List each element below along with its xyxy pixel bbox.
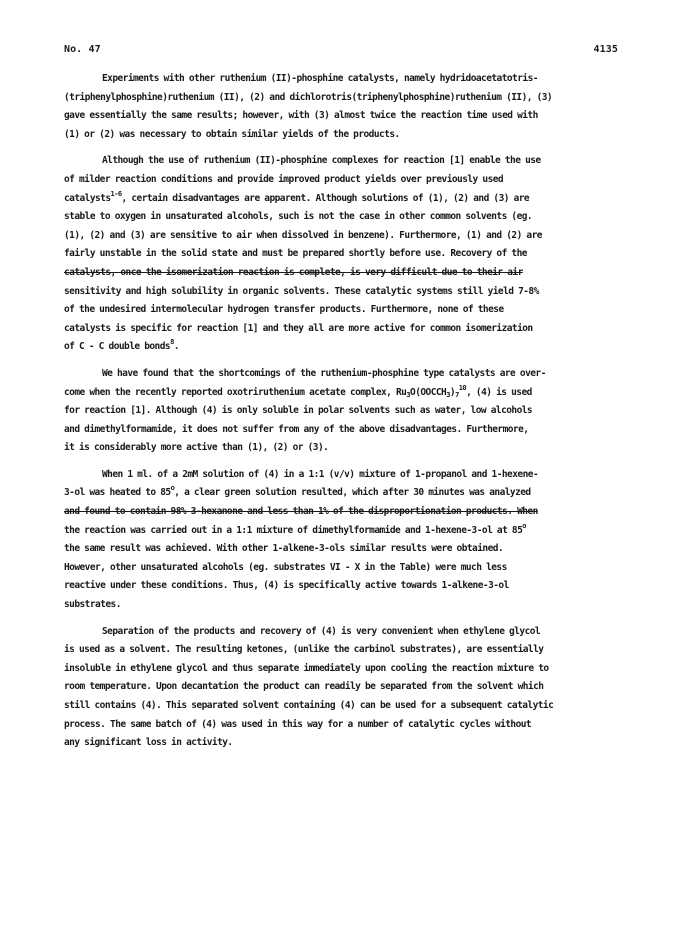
text-line: is used as a solvent. The resulting ketones, (unlike the carbinol substrates), are essentially xyxy=(64,644,544,656)
text-line: Although the use of ruthenium (II)-phosphine complexes for reaction [1] enable the use xyxy=(102,155,541,167)
text-line: fairly unstable in the solid state and must be prepared shortly before use. Recovery of the xyxy=(64,248,527,260)
paragraph-4 xyxy=(64,466,620,615)
text-line: (triphenylphosphine)ruthenium (II), (2) and dichlorotris(triphenylphosphine)ruthenium (II), (3) xyxy=(64,91,553,103)
text-line: of C - C double bonds$^8$. xyxy=(64,338,179,353)
text-line: We have found that the shortcomings of the ruthenium-phosphine type catalysts are over- xyxy=(102,367,546,379)
text-line: Separation of the products and recovery of (4) is very convenient when ethylene glycol xyxy=(102,625,541,637)
text-line: catalysts$^{1-6}$, certain disadvantages are apparent. Although solutions of (1), (2) and (3) are xyxy=(64,189,530,204)
page-header xyxy=(64,44,618,55)
journal-number: No. 47 xyxy=(64,44,101,55)
body-text xyxy=(64,70,620,761)
text-line: (1) or (2) was necessary to obtain similar yields of the products. xyxy=(64,128,400,140)
paragraph-5 xyxy=(64,623,620,753)
text-line: gave essentially the same results; however, with (3) almost twice the reaction time used with xyxy=(64,110,538,122)
text-line: catalysts is specific for reaction [1] and they all are more active for common isomerization xyxy=(64,322,533,334)
text-line: process. The same batch of (4) was used in this way for a number of catalytic cycles without xyxy=(64,718,532,730)
text-line: it is considerably more active than (1), (2) or (3). xyxy=(64,442,329,454)
citation-superscript: 10 xyxy=(458,383,467,392)
text-line: come when the recently reported oxotriruthenium acetate complex, $Ru_3O(OOCCH_3)_7^{10}$, (4) is used xyxy=(64,383,532,399)
paragraph-2 xyxy=(64,152,620,357)
text-line: of the undesired intermolecular hydrogen transfer products. Furthermore, none of these xyxy=(64,304,504,316)
text-line: However, other unsaturated alcohols (eg. substrates VI - X in the Table) were much less xyxy=(64,561,507,573)
citation-superscript: 8 xyxy=(170,338,174,347)
text-line: 3-ol was heated to 85$^o$, a clear green solution resulted, which after 30 minutes was analyzed xyxy=(64,484,531,499)
text-line: still contains (4). This separated solvent containing (4) can be used for a subsequent catalytic xyxy=(64,700,554,711)
text-line: the reaction was carried out in a 1:1 mixture of dimethylformamide and 1-hexene-3-ol at 85$^o$ xyxy=(64,521,526,536)
text-line: the same result was achieved. With other 1-alkene-3-ols similar results were obtained. xyxy=(64,543,504,555)
degree-superscript: o xyxy=(170,484,175,493)
text-line: Experiments with other ruthenium (II)-phosphine catalysts, namely hydridoacetatotris- xyxy=(102,73,538,84)
text-line: room temperature. Upon decantation the product can readily be separated from the solvent which xyxy=(64,681,544,693)
text-line: reactive under these conditions. Thus, (4) is specifically active towards 1-alkene-3-ol xyxy=(64,580,509,592)
text-line: When 1 ml. of a 2mM solution of (4) in a 1:1 (v/v) mixture of 1-propanol and 1-hexene- xyxy=(102,468,539,480)
citation-superscript: 1-6 xyxy=(110,189,122,198)
text-line: insoluble in ethylene glycol and thus separate immediately upon cooling the reaction mixture to xyxy=(64,662,549,674)
text-line: substrates. xyxy=(64,599,121,611)
text-line: sensitivity and high solubility in organic solvents. These catalytic systems still yield 7-8% xyxy=(64,285,539,297)
paragraph-3 xyxy=(64,365,620,458)
text-line: any significant loss in activity. xyxy=(64,737,233,749)
struck-text-line: and found to contain 98% 3-hexanone and less than 1% of the disproportionation products. When xyxy=(64,506,538,518)
text-line: for reaction [1]. Although (4) is only soluble in polar solvents such as water, low alcohols xyxy=(64,405,533,417)
text-line: of milder reaction conditions and provide improved product yields over previously used xyxy=(64,173,504,185)
page-number: 4135 xyxy=(593,44,618,55)
text-line: and dimethylformamide, it does not suffer from any of the above disadvantages. Furthermore, xyxy=(64,423,529,435)
degree-superscript: o xyxy=(522,521,526,530)
struck-text-line: catalysts, once the isomerization reaction is complete, is very difficult due to their air xyxy=(64,266,523,278)
text-line: stable to oxygen in unsaturated alcohols, such is not the case in other common solvents (eg. xyxy=(64,211,533,223)
paragraph-1 xyxy=(64,70,620,144)
text-line: (1), (2) and (3) are sensitive to air when dissolved in benzene). Furthermore, (1) and (2) are xyxy=(64,229,542,241)
